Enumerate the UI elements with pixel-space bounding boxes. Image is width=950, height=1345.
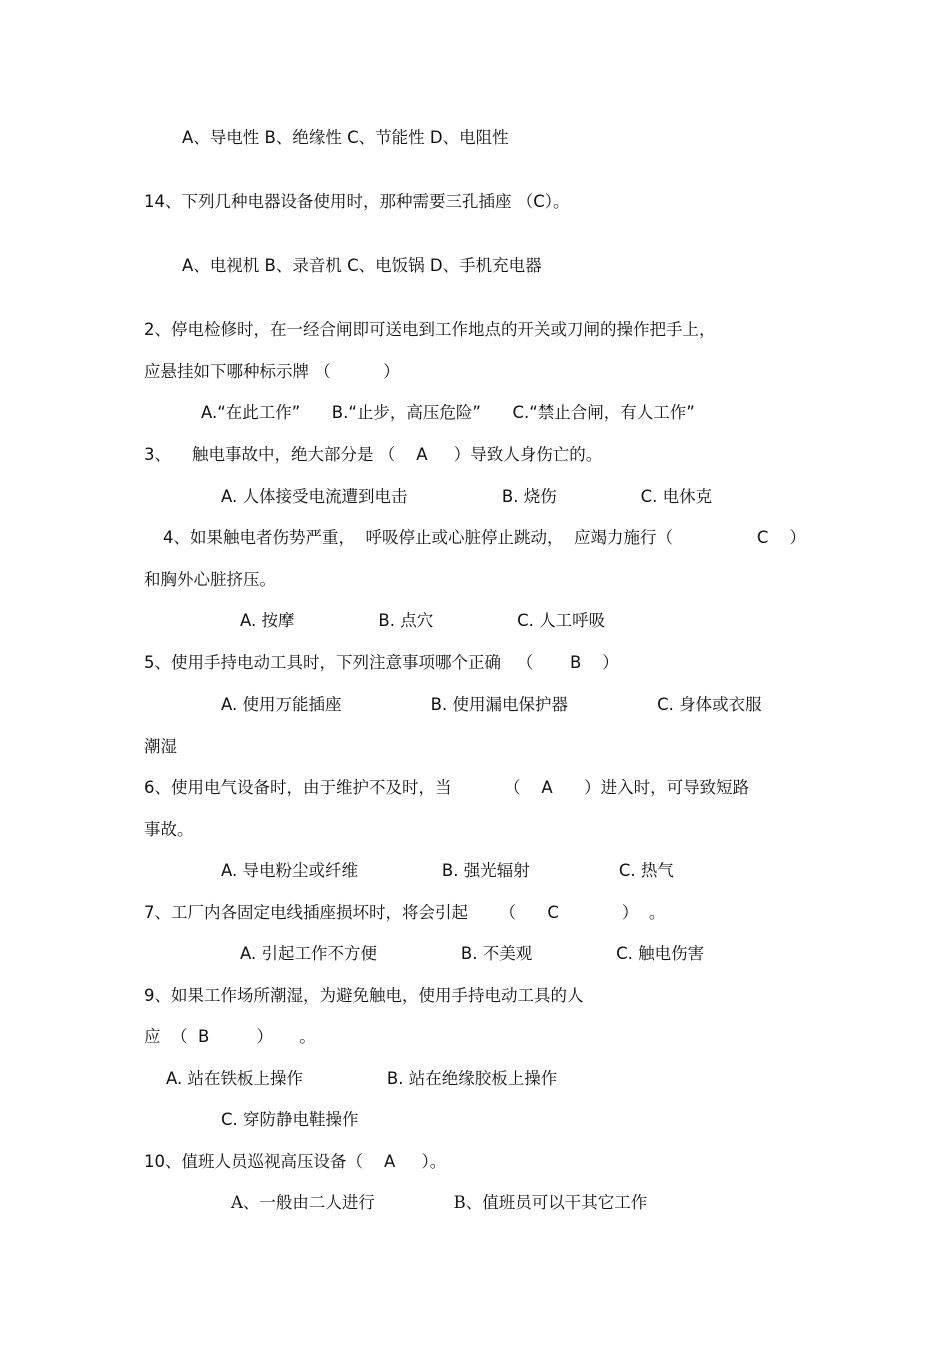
q9-options-line2: C. 穿防静电鞋操作 xyxy=(221,1110,359,1129)
q5-options-wrap: 潮湿 xyxy=(144,737,177,756)
q3-options: A. 人体接受电流遭到电击 B. 烧伤 C. 电休克 xyxy=(221,487,713,506)
q9-options-line1: A. 站在铁板上操作 B. 站在绝缘胶板上操作 xyxy=(166,1069,558,1088)
q9-question-line1: 9、如果工作场所潮湿，为避免触电，使用手持电动工具的人 xyxy=(144,986,584,1005)
q5-options: A. 使用万能插座 B. 使用漏电保护器 C. 身体或衣服 xyxy=(221,695,762,714)
q7-question: 7、工厂内各固定电线插座损坏时，将会引起 （ C ） 。 xyxy=(144,903,666,922)
q3-question: 3、 触电事故中，绝大部分是 （ A ）导致人身伤亡的。 xyxy=(144,445,603,464)
q10-options: A、一般由二人进行 B、值班员可以干其它工作 xyxy=(231,1193,648,1212)
q2-options: A.“在此工作” B.“止步，高压危险” C.“禁止合闸，有人工作” xyxy=(201,403,695,422)
q2-question-line2: 应悬挂如下哪种标示牌 （ ） xyxy=(144,362,400,381)
q10-question: 10、值班人员巡视高压设备（ A ）。 xyxy=(144,1152,447,1171)
q6-options: A. 导电粉尘或纤维 B. 强光辐射 C. 热气 xyxy=(221,861,674,880)
q4-question-line2: 和胸外心脏挤压。 xyxy=(144,570,276,589)
q9-question-line2: 应 （ B ） 。 xyxy=(144,1027,316,1046)
q4-question-line1: 4、如果触电者伤势严重， 呼吸停止或心脏停止跳动， 应竭力施行（ C ） xyxy=(163,528,806,547)
q6-question-line2: 事故。 xyxy=(144,820,194,839)
q4-options: A. 按摩 B. 点穴 C. 人工呼吸 xyxy=(240,611,606,630)
q5-question: 5、使用手持电动工具时，下列注意事项哪个正确 （ B ） xyxy=(144,653,619,672)
q14-options: A、电视机 B、录音机 C、电饭锅 D、手机充电器 xyxy=(182,256,542,275)
q7-options: A. 引起工作不方便 B. 不美观 C. 触电伤害 xyxy=(240,944,705,963)
q6-question-line1: 6、使用电气设备时，由于维护不及时，当 （ A ）进入时，可导致短路 xyxy=(144,778,750,797)
q14-question: 14、下列几种电器设备使用时，那种需要三孔插座 （C）。 xyxy=(144,192,570,211)
q13-options: A、导电性 B、绝缘性 C、节能性 D、电阻性 xyxy=(182,128,509,147)
q2-question-line1: 2、停电检修时，在一经合闸即可送电到工作地点的开关或刀闸的操作把手上， xyxy=(144,320,716,339)
